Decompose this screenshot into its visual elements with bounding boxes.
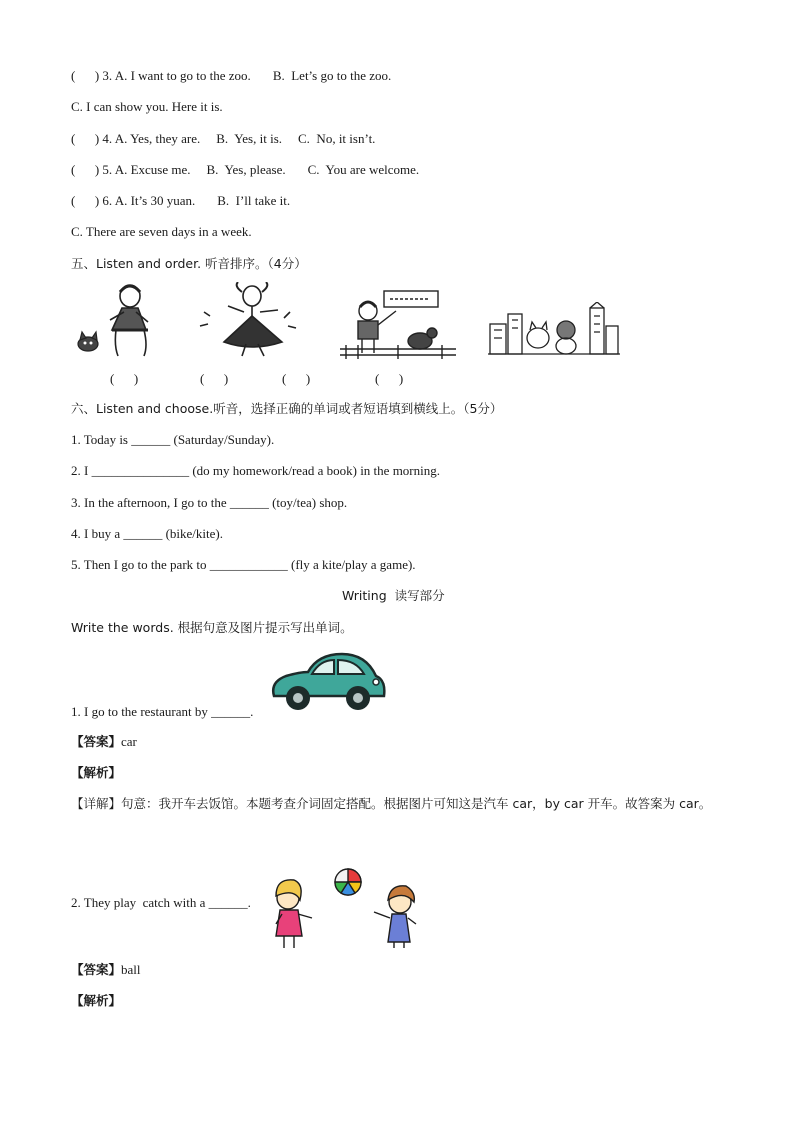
w2-analysis-tag: 【解析】 [71, 993, 122, 1008]
q5-option-a: ( ) 5. A. Excuse me. [71, 162, 191, 177]
w1-analysis-tag: 【解析】 [71, 765, 122, 780]
q4-option-b: B. Yes, it is. [216, 131, 283, 146]
w2-question: 2. They play catch with a ______. [71, 895, 251, 910]
order-paren-4[interactable]: ( ) [375, 371, 404, 386]
q4-line [71, 131, 375, 147]
girl-on-chair-picture [72, 282, 164, 360]
w2-answer: 【答案】ball [71, 962, 141, 977]
w1-detail: 【详解】句意：我开车去饭馆。本题考查介词固定搭配。根据图片可知这是汽车 car，by car 开车。故答案为 car。 [71, 796, 712, 811]
q4-option-c: C. No, it isn’t. [298, 131, 376, 146]
car-picture [268, 650, 386, 716]
sec6-item-5: 5. Then I go to the park to ____________ (fly a kite/play a game). [71, 557, 416, 572]
w1-answer: 【答案】car [71, 734, 137, 749]
sec6-item-2: 2. I _______________ (do my homework/read a book) in the morning. [71, 463, 440, 478]
order-paren-2[interactable]: ( ) [200, 371, 229, 386]
writing-heading: Writing 读写部分 [342, 588, 445, 603]
writing-instruction: Write the words. 根据句意及图片提示写出单词。 [71, 620, 353, 635]
q3-line [71, 68, 391, 84]
boy-with-dog-picture [338, 289, 458, 361]
w1-question: 1. I go to the restaurant by ______. [71, 704, 254, 719]
dancing-girl-picture [190, 282, 308, 358]
q6-option-a: ( ) 6. A. It’s 30 yuan. [71, 193, 196, 208]
q6-option-c: C. There are seven days in a week. [71, 224, 252, 239]
q6-option-b: B. I’ll take it. [217, 193, 291, 208]
section5-title: 五、Listen and order. 听音排序。（4分） [71, 256, 307, 271]
order-paren-3[interactable]: ( ) [282, 371, 311, 386]
sec6-item-1: 1. Today is ______ (Saturday/Sunday). [71, 432, 275, 447]
q5-option-b: B. Yes, please. [206, 162, 286, 177]
order-paren-1[interactable]: ( ) [110, 371, 139, 386]
sec6-item-4: 4. I buy a ______ (bike/kite). [71, 526, 223, 541]
city-animals-picture [486, 302, 622, 358]
q3-option-a: ( ) 3. A. I want to go to the zoo. [71, 68, 251, 83]
q6-line [71, 193, 290, 209]
play-catch-picture [262, 866, 424, 950]
q3-option-b: B. Let’s go to the zoo. [272, 68, 392, 83]
q5-line [71, 162, 419, 178]
q3-option-c: C. I can show you. Here it is. [71, 99, 223, 114]
q4-option-a: ( ) 4. A. Yes, they are. [71, 131, 201, 146]
q5-option-c: C. You are welcome. [307, 162, 420, 177]
sec6-item-3: 3. In the afternoon, I go to the ______ (toy/tea) shop. [71, 495, 348, 510]
section6-title: 六、Listen and choose.听音，选择正确的单词或者短语填到横线上。（5分） [71, 401, 503, 416]
